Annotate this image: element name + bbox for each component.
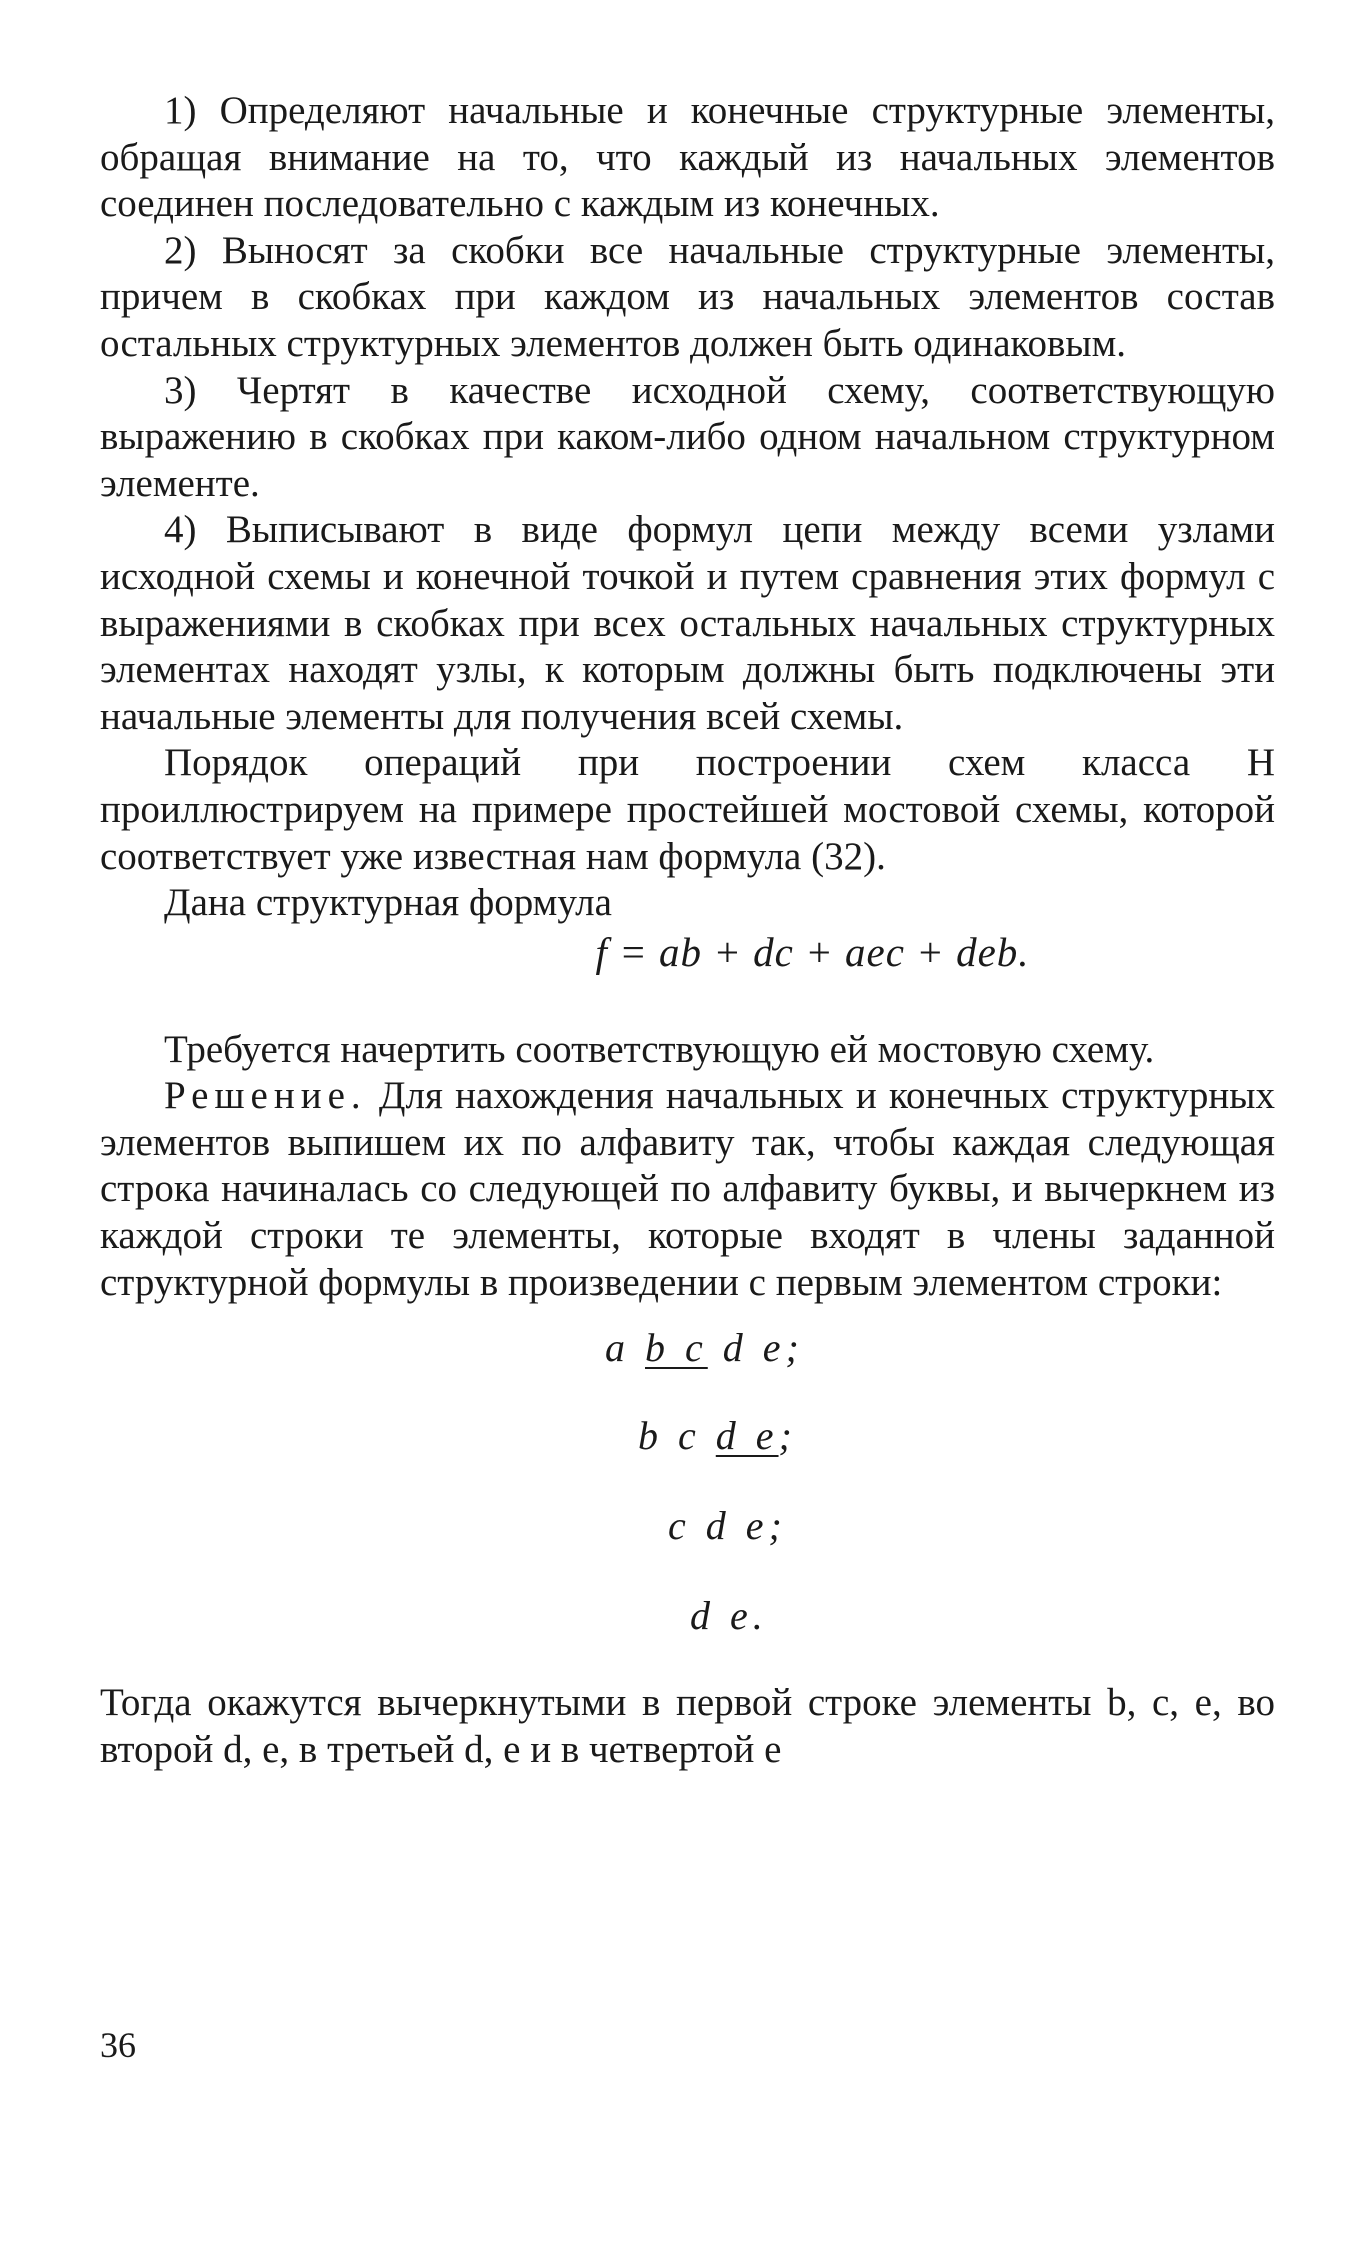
step-4-paragraph: 4) Выписывают в виде формул цепи между всеми узлами исходной схемы и конечной точкой и путем сравнения этих формул с выражениями в скобках при всех остальных начальных структурных элементах находят узлы, к которым должны быть подключены эти начальные элементы для получения всей схемы. [100,508,1275,738]
letter-row-4: d e. [690,1593,768,1639]
letter-row-2: b c d e; [638,1413,797,1459]
solution-label: Решение. [164,1074,367,1118]
letter-rows [100,1324,1275,1644]
letter-row-3: c d e; [668,1503,787,1549]
step-1-paragraph: 1) Определяют начальные и конечные структурные элементы, обращая внимание на то, что каждый из начальных элементов соединен последовательно с каждым из конечных. [100,89,1275,226]
structural-formula: f = ab + dc + aec + deb. [595,928,1030,975]
task-paragraph: Требуется начертить соответствующую ей мостовую схему. [164,1027,1155,1071]
page-number: 36 [100,2025,136,2065]
solution-text: Для нахождения начальных и конечных структурных элементов выпишем их по алфавиту так, чтобы каждая следующая строка начиналась со следующей по алфавиту буквы, и вычеркнем из каждой строки те элементы, которые входят в члены заданной структурной формулы в произведении с первым элементом строки: [100,1074,1275,1304]
solution-paragraph [100,1073,1275,1306]
crossed-letters: d e [715,1413,779,1459]
conclusion-paragraph: Тогда окажутся вычеркнутыми в первой строке элементы b, c, e, во второй d, e, в третьей d, e и в четвертой e [100,1681,1275,1771]
intro-paragraph: Порядок операций при построении схем класса H проиллюстрируем на примере простейшей мостовой схемы, которой соответствует уже известная нам формула (32). [100,741,1275,878]
step-2-paragraph: 2) Выносят за скобки все начальные структурные элементы, причем в скобках при каждом из начальных элементов состав остальных структурных элементов должен быть одинаковым. [100,228,1275,365]
crossed-letters: b c [645,1325,708,1371]
letter-row-1: a b c d e; [605,1325,804,1371]
step-3-paragraph: 3) Чертят в качестве исходной схему, соответствующую выражению в скобках при каком-либо одном начальном структурном элементе. [100,368,1275,505]
page-body [100,88,1275,1773]
given-label: Дана структурная формула [164,881,612,925]
